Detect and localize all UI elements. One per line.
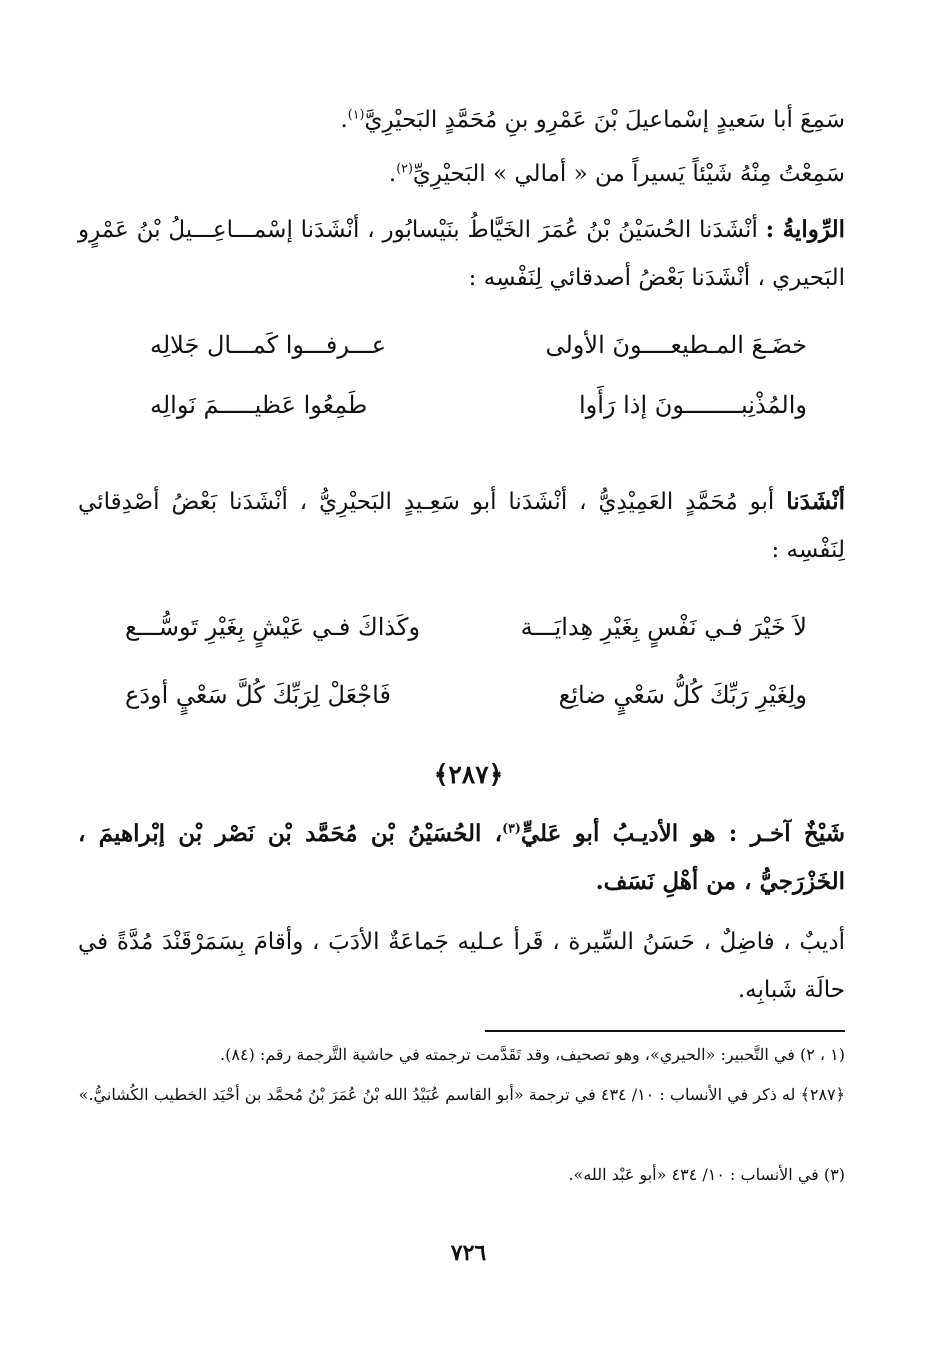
poem1-verse1-right: خضَـعَ المـطيعــــونَ الأولى [545,331,807,359]
entry-name: هو الأديـبُ أبو عَليٍّ [520,820,716,847]
entry-name-rest: ، الحُسَيْنُ بْن مُحَمَّد بْن نَصْر بْن إبْراهيمَ ، الخَزْرَجيُّ ، من أهْلِ نَسَف. [78,820,845,895]
page-number: ٧٢٦ [450,1240,487,1266]
intro-line-1 [78,96,845,144]
footnote-marker-3: (٣) [502,820,521,836]
second-paragraph-text: أبو مُحَمَّدٍ العَمِيْدِيُّ ، أنْشَدَنا أبو سَعِـيدٍ البَحيْرِيُّ ، أنْشَدَنا بَعْضُ أصْدِقائي لِنَفْسِه : [78,489,845,563]
poem2-verse1-left: وكَذاكَ فـي عَيْشٍ بِغَيْرِ تَوسُّـــع [125,613,421,641]
riwaya-label: الرِّوايةُ : [765,216,845,243]
intro-line-2-end: . [388,161,397,187]
footnote-3: (٣) في الأنساب : ١٠/ ٤٣٤ «أبو عَبْد الله». [568,1165,845,1184]
intro-line-1-end: . [340,107,348,133]
footnote-marker-2: (٢) [396,160,413,176]
entry-title [78,810,845,906]
poem1-verse2-right: والمُذْنِبــــــــونَ إذا رَأَوا [578,391,807,419]
second-paragraph-label: أنْشَدَنا [786,488,846,515]
poem2-verse2-right: ولِغَيْرِ رَبِّكَ كُلُّ سَعْيٍ ضائِع [558,681,807,709]
poem1-verse2-left: طَمِعُوا عَظيـــــمَ نَوالِه [150,391,368,419]
intro-line-2-text: سَمِعْتُ مِنْهُ شَيْئاً يَسيراً من « أمالي » البَحيْرِيِّ [412,161,845,187]
riwaya-paragraph [78,206,845,302]
second-paragraph [78,478,845,574]
entry-body: أديبٌ ، فاضِلٌ ، حَسَنُ السِّيرة ، قَرأ عـليه جَماعَةٌ الأدَبَ ، وأقامَ بِسَمَرْقَنْدَ مُدَّةً في حالَة شَبابِه. [78,929,845,1003]
poem2-verse1-right: لاَ خَيْرَ فـي نَفْسٍ بِغَيْرِ هِدايَـــة [520,613,807,641]
footnote-2: ﴿٢٨٧﴾ له ذكر في الأنساب : ١٠/ ٤٣٤ في ترجمة «أبو القاسم عُبَيْدُ الله بْنُ عُمَرَ بْنُ مُحمَّد بن أحْيَد الخطيب الكُشانيُّ.» [78,1085,845,1104]
poem2-verse2-left: فَاجْعَلْ لِرَبِّكَ كُلَّ سَعْيٍ أودَع [125,681,391,709]
footnote-divider [485,1030,845,1032]
entry-number-heading: ﴿٢٨٧﴾ [433,760,504,789]
footnote-1: (١ ، ٢) في التَّحبير: «الحيري»، وهو تصحيف، وقد تَقَدَّمت ترجمته في حاشية التَّرجمة رقم: (٨٤). [220,1045,845,1064]
riwaya-text: أنْشَدَنا الحُسَيْنُ بْنُ عُمَرَ الخَيَّاطُ بنَيْسابُور ، أنْشَدَنا إسْمـــاعِـــيلُ بْنُ عَمْرٍو البَحيري ، أنْشَدَنا بَعْضُ أصدقائي لِنَفْسِه : [78,217,845,291]
intro-line-1-text: سَمِعَ أبا سَعيدٍ إسْماعيلَ بْنَ عَمْرِو بنِ مُحَمَّدٍ البَحيْرِيَّ [364,107,845,133]
footnote-marker-1: (١) [347,106,365,122]
intro-line-2 [78,150,845,198]
poem1-verse1-left: عـــرفـــوا كَمـــال جَلالِه [150,331,387,359]
entry-label: شَيْخٌ آخـر : [728,820,845,847]
